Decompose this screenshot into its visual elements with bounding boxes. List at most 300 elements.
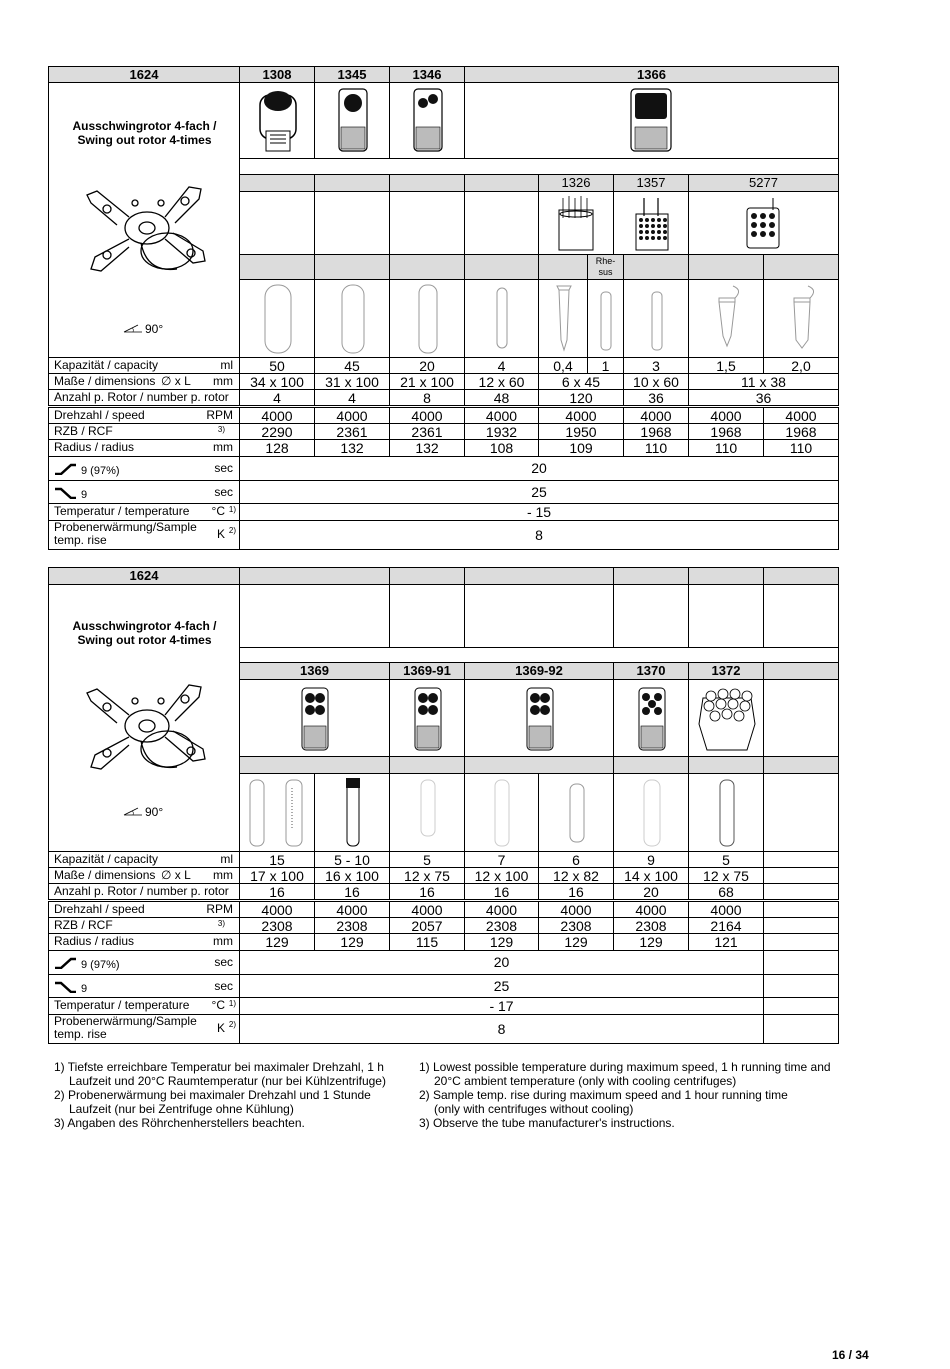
speed-value: 4000 <box>314 407 390 424</box>
speed-value: 4000 <box>763 407 839 424</box>
temp-rise-unit: K <box>216 1021 225 1035</box>
speed-unit: RPM <box>206 902 233 916</box>
adapter-code-1372: 1372 <box>688 662 764 680</box>
bucket-icon <box>240 83 315 158</box>
tube-icon <box>465 280 539 357</box>
tube-header <box>763 756 839 774</box>
radius-value: 110 <box>763 439 839 457</box>
temperature-note: 1) <box>228 505 236 514</box>
dimensions-unit-mm: mm <box>213 868 233 882</box>
tube-image <box>763 279 839 358</box>
tube-header <box>613 756 689 774</box>
dimensions-unit: ∅ x L <box>161 868 191 882</box>
capacity-label-text: Kapazität / capacity <box>54 358 159 372</box>
number-value: 4 <box>314 389 390 406</box>
radius-value: 132 <box>389 439 465 457</box>
number-value: 4 <box>239 389 315 406</box>
tube-header <box>464 756 614 774</box>
dimensions-unit: ∅ x L <box>161 374 191 388</box>
speed-value: 4000 <box>314 901 390 918</box>
rotor-drawing-icon <box>77 173 217 288</box>
adapter-image-empty <box>314 191 390 255</box>
number-label-text: Anzahl p. Rotor / number p. rotor <box>54 884 229 898</box>
number-value: 16 <box>389 883 465 900</box>
adapter-code-1369: 1369 <box>239 662 390 680</box>
bucket-code-1308: 1308 <box>239 66 315 83</box>
rcf-value: 2290 <box>239 423 315 440</box>
accel-value: 20 <box>239 950 764 975</box>
adapter-icon <box>525 686 555 752</box>
spacer-row <box>239 158 839 175</box>
tube-icon <box>689 280 764 357</box>
temperature-value: - 15 <box>239 503 839 521</box>
tube-image <box>239 279 315 358</box>
speed-label <box>48 901 240 918</box>
rotor-angle: 90° <box>145 322 164 336</box>
radius-value: 109 <box>538 439 624 457</box>
rotor-image-cell <box>48 584 240 852</box>
radius-label-text: Radius / radius <box>54 440 135 454</box>
footnote-en-2b: (only with centrifuges without cooling) <box>434 1102 634 1116</box>
capacity-value: 2,0 <box>763 357 839 374</box>
speed-label <box>48 407 240 424</box>
rcf-value: 1968 <box>623 423 689 440</box>
tube-icon <box>764 280 839 357</box>
speed-value: 4000 <box>623 407 689 424</box>
temperature-label-text: Temperatur / temperature <box>54 504 190 518</box>
footnote-en-1: 1) Lowest possible temperature during maximum speed, 1 h running time and <box>419 1060 831 1074</box>
number-value: 48 <box>464 389 539 406</box>
capacity-value: 9 <box>613 851 689 868</box>
accel-label-text: 9 (97%) <box>81 959 120 971</box>
decel-unit: sec <box>214 979 233 993</box>
dimensions-value: 12 x 60 <box>464 373 539 390</box>
bucket-image-empty <box>763 584 839 648</box>
adapter-image-empty <box>464 191 539 255</box>
speed-unit: RPM <box>206 408 233 422</box>
tube-icon <box>240 280 315 357</box>
dimensions-value: 16 x 100 <box>314 867 390 884</box>
dimensions-value: 31 x 100 <box>314 373 390 390</box>
tube-image <box>314 279 390 358</box>
dimensions-label <box>48 867 240 884</box>
radius-empty <box>763 933 839 951</box>
acceleration-ramp-icon <box>53 957 77 969</box>
tube-icon <box>539 774 614 851</box>
temp-rise-note: 2) <box>228 526 236 535</box>
number-label <box>48 883 240 900</box>
bucket-header-empty <box>688 567 764 585</box>
radius-label-text: Radius / radius <box>54 934 135 948</box>
temperature-unit: °C <box>211 504 225 518</box>
radius-value: 132 <box>314 439 390 457</box>
adapter-icon <box>695 684 759 754</box>
number-value: 16 <box>464 883 539 900</box>
adapter-1369-image <box>239 679 390 757</box>
tube-icon <box>539 280 588 357</box>
rcf-note: 3) <box>217 425 225 434</box>
radius-label <box>48 933 240 951</box>
adapter-header-empty <box>239 174 315 192</box>
temperature-label <box>48 503 240 521</box>
radius-value: 110 <box>688 439 764 457</box>
bucket-code-1346: 1346 <box>389 66 465 83</box>
tube-image <box>538 279 588 358</box>
tube-icon <box>689 774 764 851</box>
adapter-header-empty <box>314 174 390 192</box>
rcf-value: 2308 <box>538 917 614 934</box>
radius-label <box>48 439 240 457</box>
accel-unit: sec <box>214 461 233 475</box>
accel-label <box>48 950 240 975</box>
speed-value: 4000 <box>688 407 764 424</box>
capacity-value: 15 <box>239 851 315 868</box>
adapter-icon <box>743 198 783 252</box>
tube-header <box>314 254 390 280</box>
capacity-value: 7 <box>464 851 539 868</box>
temp-rise-label <box>48 1014 240 1044</box>
capacity-value: 20 <box>389 357 465 374</box>
temperature-label <box>48 997 240 1015</box>
number-value: 36 <box>688 389 839 406</box>
adapter-image-empty <box>389 191 465 255</box>
dimensions-value: 11 x 38 <box>688 373 839 390</box>
adapter-1372-image <box>688 679 764 757</box>
capacity-value: 0,4 <box>538 357 588 374</box>
tube-image <box>613 773 689 852</box>
temp-rise-empty <box>763 1014 839 1044</box>
decel-empty <box>763 974 839 998</box>
speed-value: 4000 <box>464 407 539 424</box>
capacity-value: 1,5 <box>688 357 764 374</box>
rcf-value: 2361 <box>314 423 390 440</box>
angle-icon <box>123 806 143 816</box>
speed-value: 4000 <box>688 901 764 918</box>
tube-icon <box>240 774 315 851</box>
radius-unit: mm <box>213 934 233 948</box>
capacity-value: 5 <box>688 851 764 868</box>
rcf-value: 1968 <box>763 423 839 440</box>
rcf-value: 2308 <box>239 917 315 934</box>
bucket-icon <box>390 83 465 158</box>
adapter-icon <box>300 686 330 752</box>
tube-header <box>688 254 764 280</box>
temp-rise-label-2: temp. rise <box>54 1027 107 1041</box>
number-value: 120 <box>538 389 624 406</box>
radius-value: 129 <box>538 933 614 951</box>
radius-value: 128 <box>239 439 315 457</box>
tube-header <box>239 756 390 774</box>
radius-value: 110 <box>623 439 689 457</box>
tube-image <box>587 279 624 358</box>
capacity-empty <box>763 851 839 868</box>
capacity-value: 3 <box>623 357 689 374</box>
adapter-header-empty <box>389 174 465 192</box>
temp-rise-note: 2) <box>228 1020 236 1029</box>
decel-label-text: 9 <box>81 489 88 501</box>
dimensions-value: 12 x 82 <box>538 867 614 884</box>
dimensions-value: 12 x 75 <box>688 867 764 884</box>
temp-rise-label-1: Probenerwärmung/Sample <box>54 520 197 534</box>
number-value: 36 <box>623 389 689 406</box>
bucket-1345-image <box>314 82 390 159</box>
rotor-table-2 <box>48 567 839 1045</box>
acceleration-ramp-icon <box>53 463 77 475</box>
bucket-image-empty <box>389 584 465 648</box>
bucket-header-empty <box>763 567 839 585</box>
page-number: 16 / 34 <box>832 1348 869 1362</box>
adapter-1370-image <box>613 679 689 757</box>
accel-label <box>48 456 240 481</box>
number-value: 8 <box>389 389 465 406</box>
capacity-label <box>48 357 240 374</box>
rcf-note: 3) <box>217 919 225 928</box>
decel-label <box>48 480 240 504</box>
rotor-image-cell <box>48 82 240 358</box>
decel-label <box>48 974 240 998</box>
adapter-header-empty <box>464 174 539 192</box>
bucket-header-empty <box>389 567 465 585</box>
temp-rise-value: 8 <box>239 1014 764 1044</box>
bucket-image-empty <box>464 584 614 648</box>
tube-header <box>389 756 465 774</box>
number-value: 16 <box>538 883 614 900</box>
bucket-header-empty <box>613 567 689 585</box>
tube-image <box>688 773 764 852</box>
adapter-1326-image <box>538 191 614 255</box>
tube-image <box>688 279 764 358</box>
tube-icon <box>614 774 689 851</box>
rcf-value: 2308 <box>613 917 689 934</box>
speed-value: 4000 <box>239 901 315 918</box>
footnote-en-2: 2) Sample temp. rise during maximum speed and 1 hour running time <box>419 1088 788 1102</box>
radius-value: 129 <box>314 933 390 951</box>
rcf-empty <box>763 917 839 934</box>
temp-rise-value: 8 <box>239 520 839 550</box>
rcf-value: 1968 <box>688 423 764 440</box>
adapter-code-1370: 1370 <box>613 662 689 680</box>
capacity-value: 50 <box>239 357 315 374</box>
footnote-de-1b: Laufzeit und 20°C Raumtemperatur (nur bei Kühlzentrifuge) <box>69 1074 386 1088</box>
adapter-1369-92-image <box>464 679 614 757</box>
tube-icon <box>315 280 390 357</box>
bucket-image-empty <box>613 584 689 648</box>
capacity-unit: ml <box>220 852 233 866</box>
temperature-unit: °C <box>211 998 225 1012</box>
bucket-1346-image <box>389 82 465 159</box>
temp-rise-label-2: temp. rise <box>54 533 107 547</box>
accel-unit: sec <box>214 955 233 969</box>
dimensions-unit-mm: mm <box>213 374 233 388</box>
rcf-value: 1950 <box>538 423 624 440</box>
rcf-value: 2057 <box>389 917 465 934</box>
capacity-value: 6 <box>538 851 614 868</box>
tube-image <box>314 773 390 852</box>
footnote-de-3: 3) Angaben des Röhrchenherstellers beachten. <box>54 1116 305 1130</box>
bucket-1366-image <box>464 82 839 159</box>
bucket-image-empty <box>688 584 764 648</box>
rcf-value: 2308 <box>314 917 390 934</box>
dimensions-label-text: Maße / dimensions <box>54 374 156 388</box>
dimensions-value: 17 x 100 <box>239 867 315 884</box>
rhesus-label: Rhe- sus <box>587 254 624 280</box>
dimensions-value: 34 x 100 <box>239 373 315 390</box>
deceleration-ramp-icon <box>53 487 77 499</box>
speed-value: 4000 <box>538 901 614 918</box>
speed-value: 4000 <box>389 901 465 918</box>
radius-value: 129 <box>464 933 539 951</box>
bucket-icon <box>629 87 673 155</box>
tube-header <box>623 254 689 280</box>
capacity-unit: ml <box>220 358 233 372</box>
rotor-table-1 <box>48 66 839 550</box>
tube-image <box>538 773 614 852</box>
rcf-label <box>48 917 240 934</box>
rcf-label <box>48 423 240 440</box>
speed-value: 4000 <box>464 901 539 918</box>
footnote-de-2: 2) Probenerwärmung bei maximaler Drehzahl und 1 Stunde <box>54 1088 371 1102</box>
bucket-header-empty <box>464 567 614 585</box>
accel-empty <box>763 950 839 975</box>
rotor-code-header: 1624 <box>48 66 240 83</box>
adapter-code-5277: 5277 <box>688 174 839 192</box>
adapter-1357-image <box>613 191 689 255</box>
tube-icon <box>624 280 689 357</box>
rotor-name-de: Ausschwingrotor 4-fach / <box>72 619 217 633</box>
footnote-de-2b: Laufzeit (nur bei Zentrifuge ohne Kühlung) <box>69 1102 294 1116</box>
tube-image-empty <box>763 773 839 852</box>
bucket-icon <box>315 83 390 158</box>
bucket-code-1366: 1366 <box>464 66 839 83</box>
tube-image <box>239 773 315 852</box>
adapter-icon <box>539 192 614 254</box>
decel-value: 25 <box>239 480 839 504</box>
tube-header <box>538 254 588 280</box>
dimensions-empty <box>763 867 839 884</box>
tube-image <box>389 773 465 852</box>
tube-header <box>688 756 764 774</box>
rcf-value: 2164 <box>688 917 764 934</box>
radius-value: 129 <box>613 933 689 951</box>
capacity-value: 4 <box>464 357 539 374</box>
adapter-1369-91-image <box>389 679 465 757</box>
tube-image <box>623 279 689 358</box>
tube-header <box>389 254 465 280</box>
tube-icon <box>390 280 465 357</box>
tube-header <box>464 254 539 280</box>
rcf-value: 2361 <box>389 423 465 440</box>
speed-label-text: Drehzahl / speed <box>54 902 145 916</box>
adapter-icon <box>413 686 443 752</box>
angle-icon <box>123 323 143 333</box>
bucket-header-empty <box>239 567 390 585</box>
dimensions-label <box>48 373 240 390</box>
rcf-label-text: RZB / RCF <box>54 918 113 932</box>
footnote-en-3: 3) Observe the tube manufacturer's instructions. <box>419 1116 675 1130</box>
dimensions-value: 12 x 100 <box>464 867 539 884</box>
number-label-text: Anzahl p. Rotor / number p. rotor <box>54 390 229 404</box>
temperature-empty <box>763 997 839 1015</box>
decel-unit: sec <box>214 485 233 499</box>
footnote-de-1: 1) Tiefste erreichbare Temperatur bei maximaler Drehzahl, 1 h <box>54 1060 384 1074</box>
dimensions-value: 6 x 45 <box>538 373 624 390</box>
tube-header <box>763 254 839 280</box>
radius-value: 108 <box>464 439 539 457</box>
dimensions-value: 14 x 100 <box>613 867 689 884</box>
temp-rise-label-1: Probenerwärmung/Sample <box>54 1014 197 1028</box>
tube-icon <box>315 774 390 851</box>
dimensions-value: 12 x 75 <box>389 867 465 884</box>
speed-value: 4000 <box>538 407 624 424</box>
capacity-value: 5 <box>389 851 465 868</box>
number-empty <box>763 883 839 900</box>
tube-icon <box>588 280 624 357</box>
adapter-header-empty <box>763 662 839 680</box>
rotor-angle: 90° <box>145 805 164 819</box>
adapter-code-1357: 1357 <box>613 174 689 192</box>
bucket-image-empty <box>239 584 390 648</box>
accel-value: 20 <box>239 456 839 481</box>
accel-label-text: 9 (97%) <box>81 465 120 477</box>
dimensions-value: 21 x 100 <box>389 373 465 390</box>
rotor-drawing-icon <box>77 671 217 786</box>
decel-value: 25 <box>239 974 764 998</box>
capacity-value: 5 - 10 <box>314 851 390 868</box>
radius-value: 129 <box>239 933 315 951</box>
capacity-value: 1 <box>587 357 624 374</box>
radius-value: 115 <box>389 933 465 951</box>
speed-label-text: Drehzahl / speed <box>54 408 145 422</box>
dimensions-label-text: Maße / dimensions <box>54 868 156 882</box>
tube-header <box>239 254 315 280</box>
adapter-image-empty <box>763 679 839 757</box>
decel-label-text: 9 <box>81 983 88 995</box>
speed-empty <box>763 901 839 918</box>
temp-rise-unit: K <box>216 527 225 541</box>
deceleration-ramp-icon <box>53 981 77 993</box>
temperature-value: - 17 <box>239 997 764 1015</box>
rotor-name-en: Swing out rotor 4-times <box>77 633 212 647</box>
adapter-5277-image <box>688 191 839 255</box>
dimensions-value: 10 x 60 <box>623 373 689 390</box>
number-value: 68 <box>688 883 764 900</box>
speed-value: 4000 <box>239 407 315 424</box>
rcf-value: 2308 <box>464 917 539 934</box>
rotor-name-en: Swing out rotor 4-times <box>77 133 212 147</box>
rcf-label-text: RZB / RCF <box>54 424 113 438</box>
rcf-value: 1932 <box>464 423 539 440</box>
adapter-code-1369-92: 1369-92 <box>464 662 614 680</box>
speed-value: 4000 <box>389 407 465 424</box>
radius-unit: mm <box>213 440 233 454</box>
spacer-row <box>239 647 839 663</box>
temperature-note: 1) <box>228 999 236 1008</box>
tube-image <box>464 773 539 852</box>
tube-icon <box>465 774 539 851</box>
tube-image <box>464 279 539 358</box>
tube-icon <box>390 774 465 851</box>
speed-value: 4000 <box>613 901 689 918</box>
footnote-en-1b: 20°C ambient temperature (only with cooling centrifuges) <box>434 1074 737 1088</box>
temp-rise-label <box>48 520 240 550</box>
adapter-icon <box>637 686 667 752</box>
adapter-code-1369-91: 1369-91 <box>389 662 465 680</box>
tube-image <box>389 279 465 358</box>
adapter-icon <box>614 192 689 254</box>
rotor-name-de: Ausschwingrotor 4-fach / <box>72 119 217 133</box>
bucket-code-1345: 1345 <box>314 66 390 83</box>
radius-value: 121 <box>688 933 764 951</box>
